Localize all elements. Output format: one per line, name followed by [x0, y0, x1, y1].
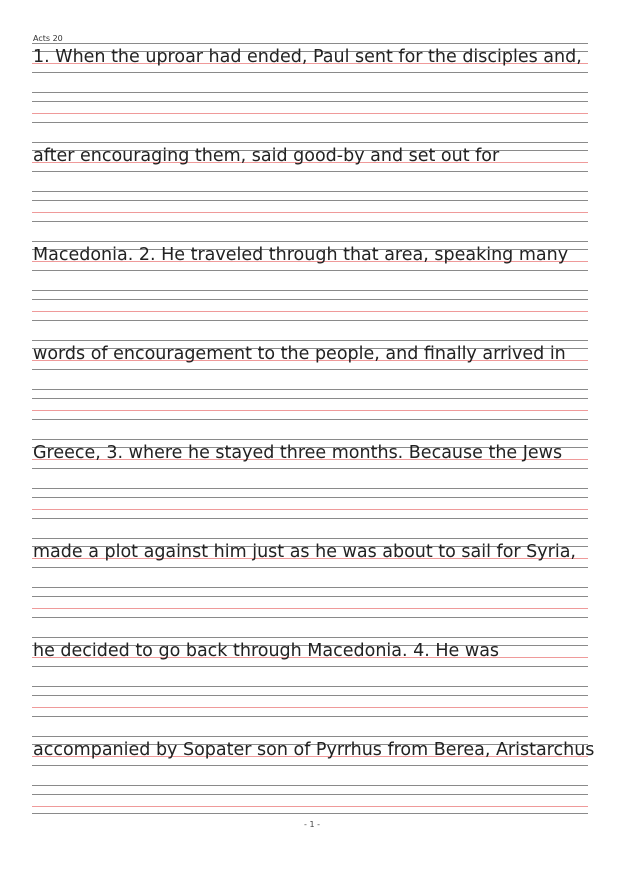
guide-rule [32, 765, 588, 766]
scripture-line: Greece, 3. where he stayed three months. Because the Jews [33, 443, 563, 463]
guide-rule [32, 221, 588, 222]
baseline-rule [32, 806, 588, 807]
guide-rule [32, 389, 588, 390]
guide-rule [32, 320, 588, 321]
scripture-line: after encouraging them, said good-by and set out for [33, 146, 500, 166]
guide-rule [32, 538, 588, 539]
writing-band-4 [32, 340, 588, 424]
scripture-line: accompanied by Sopater son of Pyrrhus from Berea, Aristarchus [33, 740, 595, 760]
baseline-rule [32, 608, 588, 609]
writing-band-6 [32, 538, 588, 622]
scripture-line: 1. When the uproar had ended, Paul sent for the disciples and, [33, 47, 582, 67]
guide-rule [32, 340, 588, 341]
guide-rule [32, 567, 588, 568]
writing-band-1 [32, 43, 588, 127]
guide-rule [32, 666, 588, 667]
guide-rule [32, 200, 588, 201]
guide-rule [32, 637, 588, 638]
scripture-line: words of encouragement to the people, and finally arrived in [33, 344, 566, 364]
writing-band-7 [32, 637, 588, 721]
writing-band-8 [32, 736, 595, 820]
guide-rule [32, 122, 588, 123]
guide-rule [32, 398, 588, 399]
guide-rule [32, 290, 588, 291]
writing-band-5 [32, 439, 588, 523]
guide-rule [32, 587, 588, 588]
scripture-line: he decided to go back through Macedonia. 4. He was [33, 641, 500, 661]
writing-band-3 [32, 241, 588, 325]
guide-rule [32, 488, 588, 489]
writing-band-2 [32, 142, 588, 226]
guide-rule [32, 716, 588, 717]
guide-rule [32, 596, 588, 597]
guide-rule [32, 43, 588, 44]
guide-rule [32, 617, 588, 618]
guide-rule [32, 142, 588, 143]
guide-rule [32, 92, 588, 93]
guide-rule [32, 101, 588, 102]
guide-rule [32, 736, 588, 737]
guide-rule [32, 686, 588, 687]
guide-rule [32, 785, 588, 786]
guide-rule [32, 241, 588, 242]
guide-rule [32, 439, 588, 440]
guide-rule [32, 419, 588, 420]
scripture-line: made a plot against him just as he was about to sail for Syria, [33, 542, 576, 562]
baseline-rule [32, 113, 588, 114]
guide-rule [32, 813, 588, 814]
baseline-rule [32, 509, 588, 510]
guide-rule [32, 518, 588, 519]
guide-rule [32, 497, 588, 498]
passage-reference: Acts 20 [33, 34, 63, 43]
baseline-rule [32, 212, 588, 213]
guide-rule [32, 794, 588, 795]
guide-rule [32, 299, 588, 300]
guide-rule [32, 695, 588, 696]
page-number: - 1 - [304, 820, 320, 829]
scripture-line: Macedonia. 2. He traveled through that area, speaking many [33, 245, 569, 265]
guide-rule [32, 468, 588, 469]
guide-rule [32, 270, 588, 271]
guide-rule [32, 369, 588, 370]
baseline-rule [32, 311, 588, 312]
guide-rule [32, 191, 588, 192]
baseline-rule [32, 707, 588, 708]
guide-rule [32, 171, 588, 172]
baseline-rule [32, 410, 588, 411]
guide-rule [32, 72, 588, 73]
